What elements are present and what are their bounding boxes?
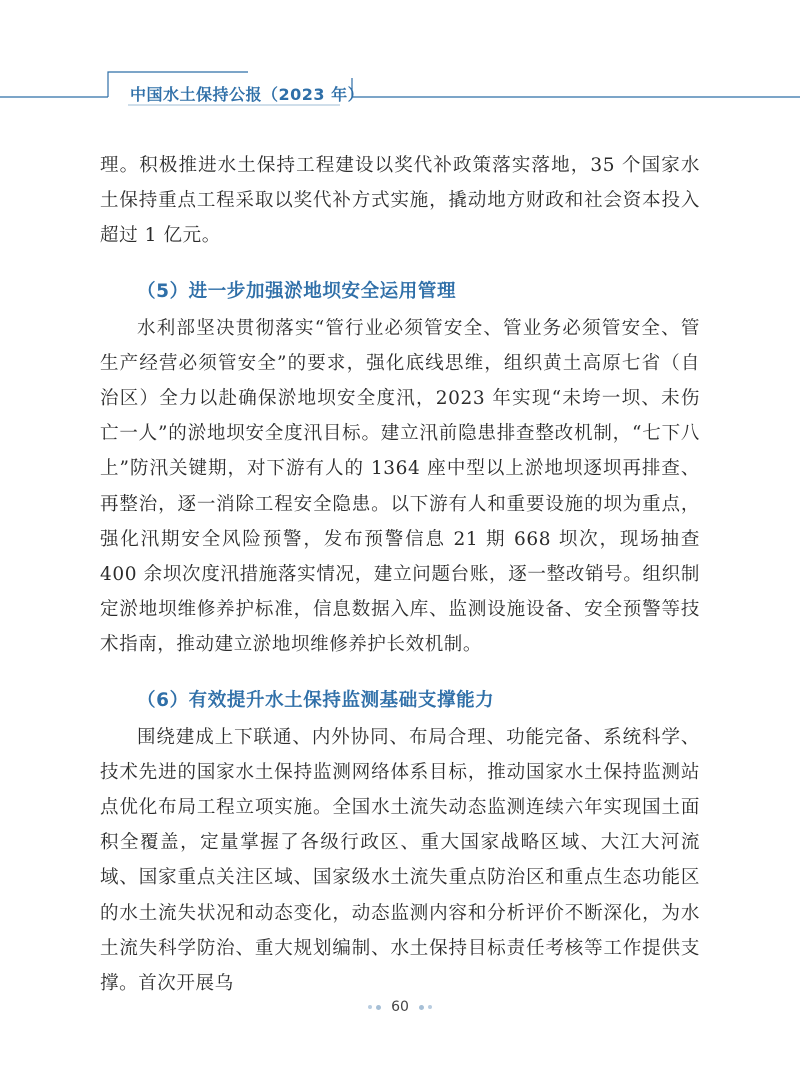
footer-dots-left bbox=[368, 1005, 381, 1010]
body-text bbox=[100, 148, 700, 1001]
section-heading-5: （5）进一步加强淤地坝安全运用管理 bbox=[137, 280, 457, 302]
footer-dots-right bbox=[419, 1005, 432, 1010]
section-heading-6: （6）有效提升水土保持监测基础支撑能力 bbox=[137, 689, 495, 711]
publication-title: 中国水土保持公报（2023 年） bbox=[130, 85, 365, 104]
header-frame-lines bbox=[0, 0, 800, 120]
paragraph-monitoring: 围绕建成上下联通、内外协同、布局合理、功能完备、系统科学、技术先进的国家水土保持监测网络体系目标，推动国家水土保持监测站点优化布局工程立项实施。全国水土流失动态监测连续六年实现国土面积全覆盖，定量掌握了各级行政区、重大国家战略区域、大江大河流域、国家重点关注区域、国家级水土流失重点防治区和重点生态功能区的水土流失状况和动态变化，动态监测内容和分析评价不断深化，为水土流失科学防治、重大规划编制、水土保持目标责任考核等工作提供支撑。首次开展乌 bbox=[100, 726, 700, 995]
page-header bbox=[0, 0, 800, 120]
page-footer bbox=[0, 995, 800, 1019]
paragraph-dam-safety: 水利部坚决贯彻落实“管行业必须管安全、管业务必须管安全、管生产经营必须管安全”的要求，强化底线思维，组织黄土高原七省（自治区）全力以赴确保淤地坝安全度汛，2023 年实现“未垮一坝、未伤亡一人”的淤地坝安全度汛目标。建立汛前隐患排查整改机制，“七下八上”防汛关键期，对下游有人的 1364 座中型以上淤地坝逐坝再排查、再整治，逐一消除工程安全隐患。以下游有人和重要设施的坝为重点，强化汛期安全风险预警，发布预警信息 21 期 668 坝次，现场抽查 400 余坝次度汛措施落实情况，建立问题台账，逐一整改销号。组织制定淤地坝维修养护标准，信息数据入库、监测设施设备、安全预警等技术指南，推动建立淤地坝维修养护长效机制。 bbox=[100, 317, 700, 656]
page-number: 60 bbox=[391, 999, 409, 1015]
paragraph-continued: 理。积极推进水土保持工程建设以奖代补政策落实落地，35 个国家水土保持重点工程采取以奖代补方式实施，撬动地方财政和社会资本投入超过 1 亿元。 bbox=[100, 155, 700, 247]
